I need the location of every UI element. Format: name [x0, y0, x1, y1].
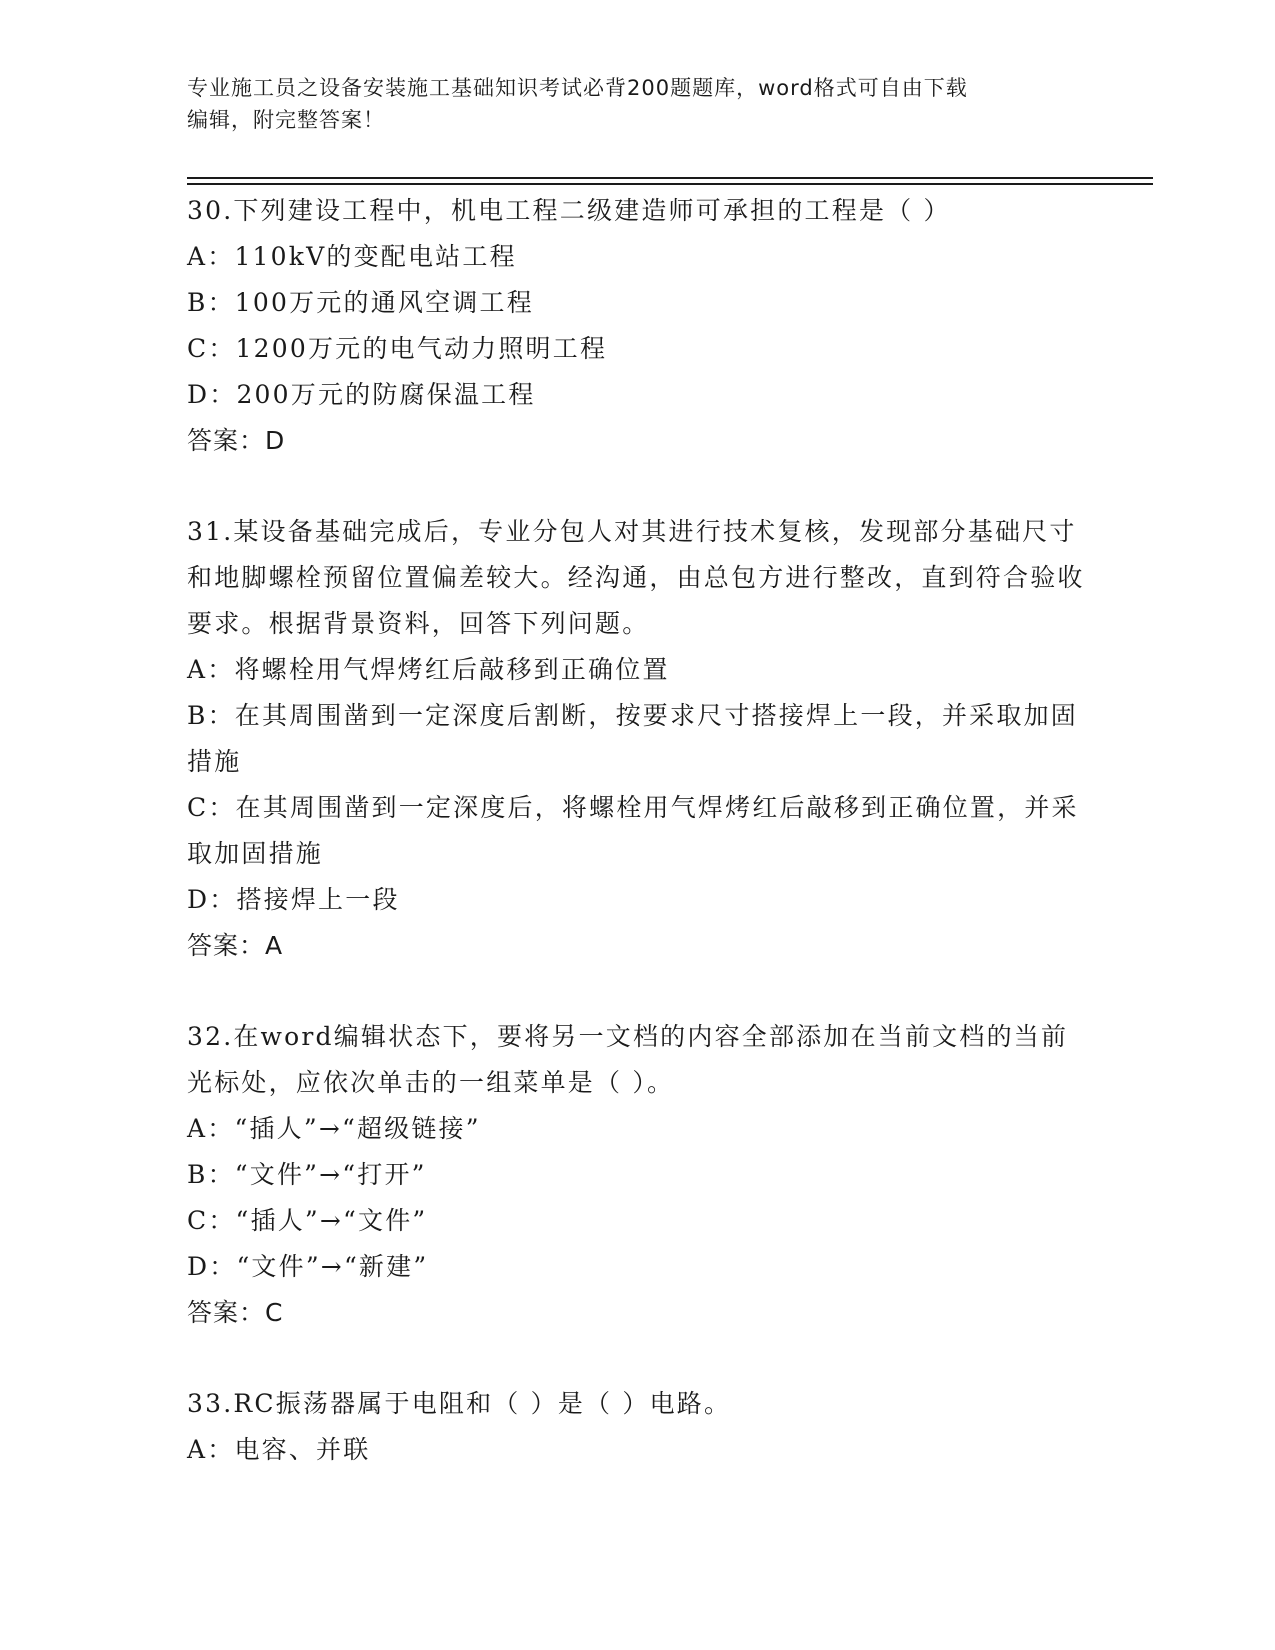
header-title-line-2: 编辑，附完整答案！ — [187, 108, 385, 132]
question-list — [187, 188, 1087, 1473]
question-31 — [187, 509, 1087, 969]
option-a: A：“插人”→“超级链接” — [187, 1114, 481, 1143]
option-c: C：1200万元的电气动力照明工程 — [187, 334, 608, 363]
question-stem: 31.某设备基础完成后，专业分包人对其进行技术复核，发现部分基础尺寸和地脚螺栓预留位置偏差较大。经沟通，由总包方进行整改，直到符合验收要求。根据背景资料，回答下列问题。 — [187, 517, 1085, 638]
question-33 — [187, 1381, 1087, 1473]
header-title-line-1: 专业施工员之设备安装施工基础知识考试必背200题题库，word格式可自由下载 — [187, 76, 968, 100]
question-32 — [187, 1014, 1087, 1336]
answer-label: 答案：C — [187, 1298, 284, 1327]
question-stem: 32.在word编辑状态下，要将另一文档的内容全部添加在当前文档的当前光标处，应依次单击的一组菜单是（ ）。 — [187, 1022, 1069, 1097]
option-c: C：在其周围凿到一定深度后，将螺栓用气焊烤红后敲移到正确位置，并采取加固措施 — [187, 793, 1079, 868]
option-a: A：电容、并联 — [187, 1435, 371, 1464]
option-c: C：“插人”→“文件” — [187, 1206, 428, 1235]
option-d: D：“文件”→“新建” — [187, 1252, 429, 1281]
document-header — [187, 72, 1087, 136]
header-divider-top — [187, 177, 1153, 179]
option-b: B：在其周围凿到一定深度后割断，按要求尺寸搭接焊上一段，并采取加固措施 — [187, 701, 1078, 776]
header-divider-bottom — [187, 183, 1153, 185]
option-b: B：100万元的通风空调工程 — [187, 288, 534, 317]
question-stem: 30.下列建设工程中，机电工程二级建造师可承担的工程是（ ） — [187, 196, 951, 225]
option-b: B：“文件”→“打开” — [187, 1160, 427, 1189]
answer-label: 答案：D — [187, 426, 286, 455]
question-30 — [187, 188, 1087, 464]
question-stem: 33.RC振荡器属于电阻和（ ）是（ ）电路。 — [187, 1389, 732, 1418]
option-d: D：搭接焊上一段 — [187, 885, 400, 914]
option-a: A：110kV的变配电站工程 — [187, 242, 517, 271]
answer-label: 答案：A — [187, 931, 284, 960]
option-a: A：将螺栓用气焊烤红后敲移到正确位置 — [187, 655, 670, 684]
option-d: D：200万元的防腐保温工程 — [187, 380, 536, 409]
